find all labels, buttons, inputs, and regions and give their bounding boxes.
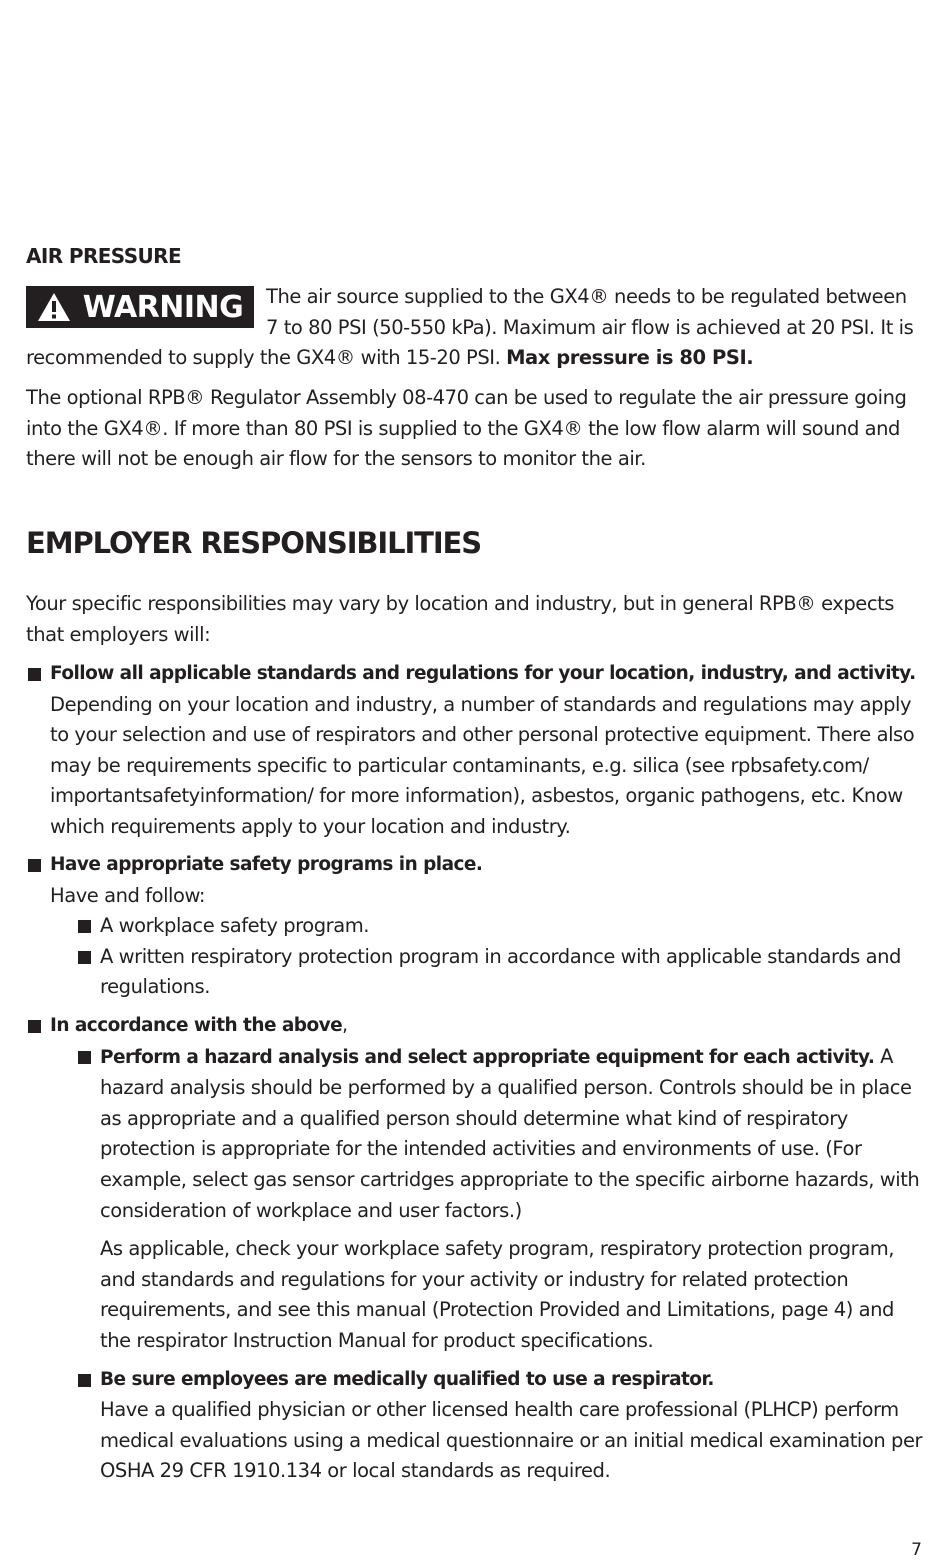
sub-item-hazard-analysis-text bbox=[100, 1042, 924, 1227]
warning-label-text: WARNING bbox=[82, 289, 244, 325]
warning-triangle-icon bbox=[37, 292, 71, 322]
item-safety-programs-intro: Have and follow: bbox=[50, 883, 206, 907]
list-item-standards bbox=[26, 659, 924, 843]
regulator-paragraph: The optional RPB® Regulator Assembly 08-470 can be used to regulate the air pressure going into the GX4®. If more than 80 PSI is supplied to the GX4® the low flow alarm will sound and there will not be enough air flow for the sensors to monitor the air. bbox=[26, 386, 907, 471]
bullet-square bbox=[28, 859, 41, 872]
bullet-square bbox=[78, 1374, 91, 1387]
warning-text: The air source supplied to the GX4® needs to be regulated between 7 to 80 PSI (50-550 kPa). Maximum air flow is achieved at 20 PSI. It is recommended to supply the GX4® with 15-20 PSI. bbox=[26, 285, 914, 370]
employer-intro: Your specific responsibilities may vary by location and industry, but in general RPB® expects that employers will: bbox=[26, 592, 895, 646]
bullet-square bbox=[28, 668, 41, 681]
sub-item-respiratory-program-text: A written respiratory protection program in accordance with applicable standards and regulations. bbox=[100, 944, 901, 999]
max-pressure-text: Max pressure is 80 PSI. bbox=[506, 346, 754, 370]
bullet-square bbox=[78, 920, 91, 933]
medically-qualified-body: Have a qualified physician or other licensed health care professional (PLHCP) perform medical evaluations using a medical questionnaire or an initial medical examination per OSHA 29 CFR 1910.134 or local standards as required. bbox=[100, 1398, 923, 1483]
hazard-analysis-heading: Perform a hazard analysis and select appropriate equipment for each activity. bbox=[100, 1046, 875, 1068]
item-accordance-heading-suffix: , bbox=[342, 1015, 348, 1036]
warning-block bbox=[26, 282, 924, 374]
hazard-analysis-body: A hazard analysis should be performed by a qualified person. Controls should be in place as appropriate and a qualified person should determine what kind of respiratory protection is appropriate for the intended activities and environments of use. (For example, select gas sensor cartridges appropriate to the specific airborne hazards, with consideration of workplace and user factors.) bbox=[100, 1044, 920, 1222]
sub-item-workplace-program-text: A workplace safety program. bbox=[100, 914, 370, 938]
bullet-square bbox=[28, 1020, 41, 1033]
sub-item-medically-qualified bbox=[100, 1365, 924, 1487]
air-pressure-heading: AIR PRESSURE bbox=[26, 244, 182, 268]
page-number: 7 bbox=[911, 1540, 922, 1560]
list-item-accordance bbox=[26, 1011, 924, 1487]
sub-item-hazard-analysis bbox=[100, 1042, 924, 1357]
employer-responsibilities-heading: EMPLOYER RESPONSIBILITIES bbox=[26, 526, 482, 560]
medically-qualified-heading: Be sure employees are medically qualified to use a respirator. bbox=[100, 1368, 714, 1390]
item-standards-heading: Follow all applicable standards and regulations for your location, industry, and activity. bbox=[50, 663, 916, 684]
item-accordance-heading bbox=[50, 1011, 924, 1042]
hazard-analysis-para2: As applicable, check your workplace safety program, respiratory protection program, and standards and regulations for your activity or industry for related protection requirements, and see this manual (Protection Provided and Limitations, page 4) and the respirator Instruction Manual for product specifications. bbox=[100, 1237, 895, 1352]
warning-label bbox=[26, 286, 254, 328]
item-accordance-heading-text: In accordance with the above bbox=[50, 1015, 343, 1036]
sub-item-workplace-program bbox=[100, 911, 924, 942]
list-item-safety-programs bbox=[26, 850, 924, 1003]
item-standards-body: Depending on your location and industry, a number of standards and regulations may apply to your selection and use of respirators and other personal protective equipment. There also may be requirements specific to particular contaminants, e.g. silica (see rpbsafety.com/ importantsafetyinformation/ for more information), asbestos, organic pathogens, etc. Know which requirements apply to your location and industry. bbox=[50, 692, 915, 838]
sub-item-respiratory-program bbox=[100, 942, 924, 1003]
bullet-square bbox=[78, 951, 91, 964]
item-safety-programs-heading: Have appropriate safety programs in place. bbox=[50, 854, 483, 875]
bullet-square bbox=[78, 1051, 91, 1064]
